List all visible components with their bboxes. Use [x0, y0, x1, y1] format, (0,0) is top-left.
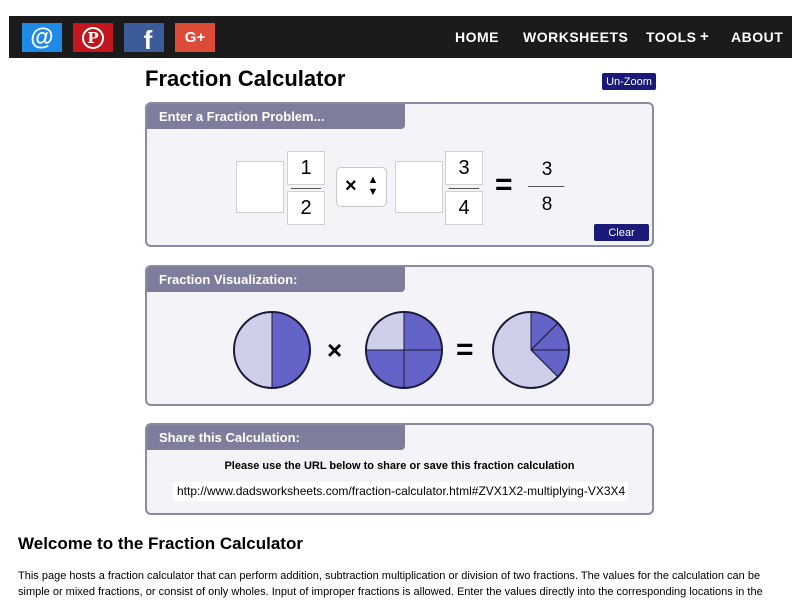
nav-tools-link[interactable]: TOOLS — [646, 29, 697, 45]
equals-sign: = — [495, 168, 513, 201]
pie-slice-filled — [272, 312, 310, 388]
pie-fraction1 — [231, 309, 313, 391]
facebook-icon: f — [143, 25, 153, 55]
fraction1-denominator-input[interactable]: 2 — [287, 191, 325, 225]
pie-slice-empty — [234, 312, 272, 388]
email-share-button[interactable] — [22, 23, 62, 52]
fraction2-whole-input[interactable] — [395, 161, 443, 213]
visualization-multiply-sign: × — [327, 335, 343, 365]
visualization-equals-sign: = — [456, 333, 474, 366]
clear-button[interactable]: Clear — [594, 224, 649, 241]
nav-about-link[interactable]: ABOUT — [731, 29, 784, 45]
fraction2-bar — [449, 188, 479, 189]
calculator-panel-header: Enter a Fraction Problem... — [147, 104, 405, 129]
result-bar — [528, 186, 564, 187]
welcome-heading: Welcome to the Fraction Calculator — [18, 534, 303, 553]
share-panel-header: Share this Calculation: — [147, 425, 405, 450]
email-icon: @ — [30, 23, 54, 51]
unzoom-button[interactable]: Un-Zoom — [602, 73, 656, 90]
top-nav-bar — [9, 16, 792, 58]
pie-result — [490, 309, 572, 391]
googleplus-icon: G+ — [184, 29, 206, 46]
facebook-share-button[interactable] — [124, 23, 164, 55]
share-panel — [145, 423, 654, 515]
operator-select[interactable] — [336, 167, 387, 207]
pinterest-icon: P — [82, 27, 104, 49]
share-url-field[interactable]: http://www.dadsworksheets.com/fraction-calculator.html#ZVX1X2-multiplying-VX3X4 — [173, 482, 628, 501]
pie-fraction2 — [363, 309, 445, 391]
nav-tools-expand-icon[interactable]: + — [700, 28, 710, 45]
fraction1-bar — [291, 188, 321, 189]
fraction2-denominator-input[interactable]: 4 — [445, 191, 483, 225]
googleplus-share-button[interactable] — [175, 23, 215, 52]
pinterest-share-button[interactable] — [73, 23, 113, 52]
result-denominator: 8 — [541, 194, 553, 215]
calculator-panel — [145, 102, 654, 247]
operator-symbol: × — [345, 175, 357, 197]
fraction1-whole-input[interactable] — [236, 161, 284, 213]
page-title: Fraction Calculator — [145, 66, 346, 91]
result-numerator: 3 — [541, 159, 553, 180]
fraction1-numerator-input[interactable]: 1 — [287, 151, 325, 185]
intro-paragraph: This page hosts a fraction calculator that can perform addition, subtraction multiplication or division of two fractions. The values for the calculation can be simple or mixed fractions, or consist of only wholes. Input of improper fractions is allowed. Enter the values directly into the corresponding locations in the — [18, 570, 763, 598]
visualization-panel-header: Fraction Visualization: — [147, 267, 405, 292]
fraction2-numerator-input[interactable]: 3 — [445, 151, 483, 185]
visualization-panel — [145, 265, 654, 406]
operator-arrows-icon: ▲▼ — [367, 174, 379, 198]
share-instructions: Please use the URL below to share or save this fraction calculation — [224, 460, 575, 472]
nav-worksheets-link[interactable]: WORKSHEETS — [523, 29, 629, 45]
nav-home-link[interactable]: HOME — [455, 29, 499, 45]
